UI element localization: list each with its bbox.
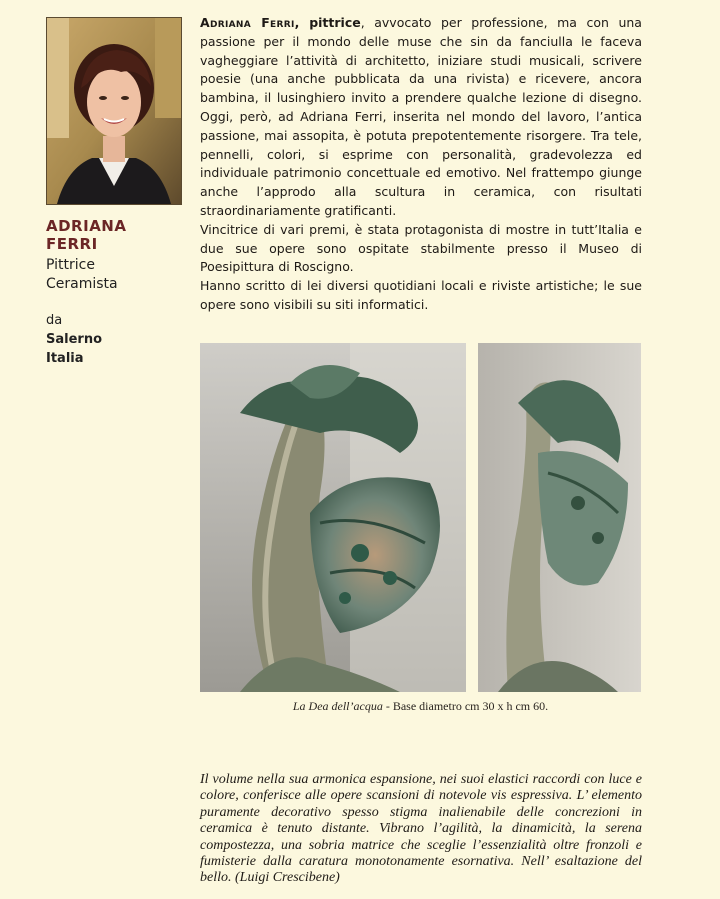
quote-text: Il volume nella sua armonica espansione, nei suoi elastici raccordi con luce e colore, conferisce alle opere scansioni di notevole vis espressiva. L’ elemento puramente decorativo spesso stigma inalienabile delle concrezioni in ceramica è tenuto distante. Vibrano l’agilità, la dinamicità, la serena compostezza, una sobria matrice che sceglie l’essenzialità oltre fronzoli e fumisterie dalla caratura monotonamente esornativa. Nell’ esaltazione del bello. (Luigi Crescibene) [200, 772, 642, 886]
portrait-image [47, 18, 181, 204]
sculpture-front-image [200, 343, 466, 692]
biography [200, 14, 642, 315]
sculpture-photo-front [200, 343, 466, 692]
bio-lead-name: Adriana Ferri, [200, 15, 300, 30]
origin-label: da [46, 313, 63, 328]
bio-lead-role: pittrice [309, 15, 361, 30]
bio-paragraph-1-text: , avvocato per professione, ma con una passione per il mondo delle muse che sin da fanciulla le faceva vagheggiare l’attività di architetto, iniziare studi musicali, scrivere poesie (una anche pubblicata da una rivista) e ricevere, ancora bambina, il lusinghiero invito a prendere qualche lezione di disegno. Oggi, però, ad Adriana Ferri, inserita nel mondo del lavoro, l’antica passione, mai assopita, è potuta prepotentemente risorgere. Tra tele, pennelli, colori, si esprime con personalità, gradevolezza ed individuale patrimonio concettuale ed emotivo. Nel frattempo giunge anche l’approdo alla scultura in ceramica, con risultati straordinariamente gratificanti. [200, 15, 642, 218]
sculpture-photo-side [478, 343, 641, 692]
origin-city: Salerno [46, 332, 103, 347]
artist-portrait [46, 17, 182, 205]
artist-name [46, 217, 126, 253]
artist-role-1: Pittrice [46, 257, 95, 273]
artist-origin [46, 311, 102, 368]
caption-details: - Base diametro cm 30 x h cm 60. [382, 699, 549, 713]
origin-country: Italia [46, 351, 84, 366]
bio-paragraph-2: Vincitrice di vari premi, è stata protagonista di mostre in tutt’Italia e due sue opere sono ospitate stabilmente presso il Museo di Poesipittura di Roscigno. [200, 221, 642, 275]
artist-role-2: Ceramista [46, 276, 118, 292]
bio-paragraph-3: Hanno scritto di lei diversi quotidiani locali e riviste artistiche; le sue opere sono visibili su siti informatici. [200, 278, 642, 312]
sculpture-side-image [478, 343, 641, 692]
caption-title: La Dea dell’acqua [292, 699, 383, 713]
critic-quote [200, 772, 642, 887]
artist-name-line1: ADRIANA [46, 217, 127, 235]
artist-roles [46, 256, 118, 294]
bio-paragraph-1 [200, 14, 642, 221]
artist-name-line2: FERRI [46, 235, 98, 253]
photo-caption [200, 699, 641, 714]
